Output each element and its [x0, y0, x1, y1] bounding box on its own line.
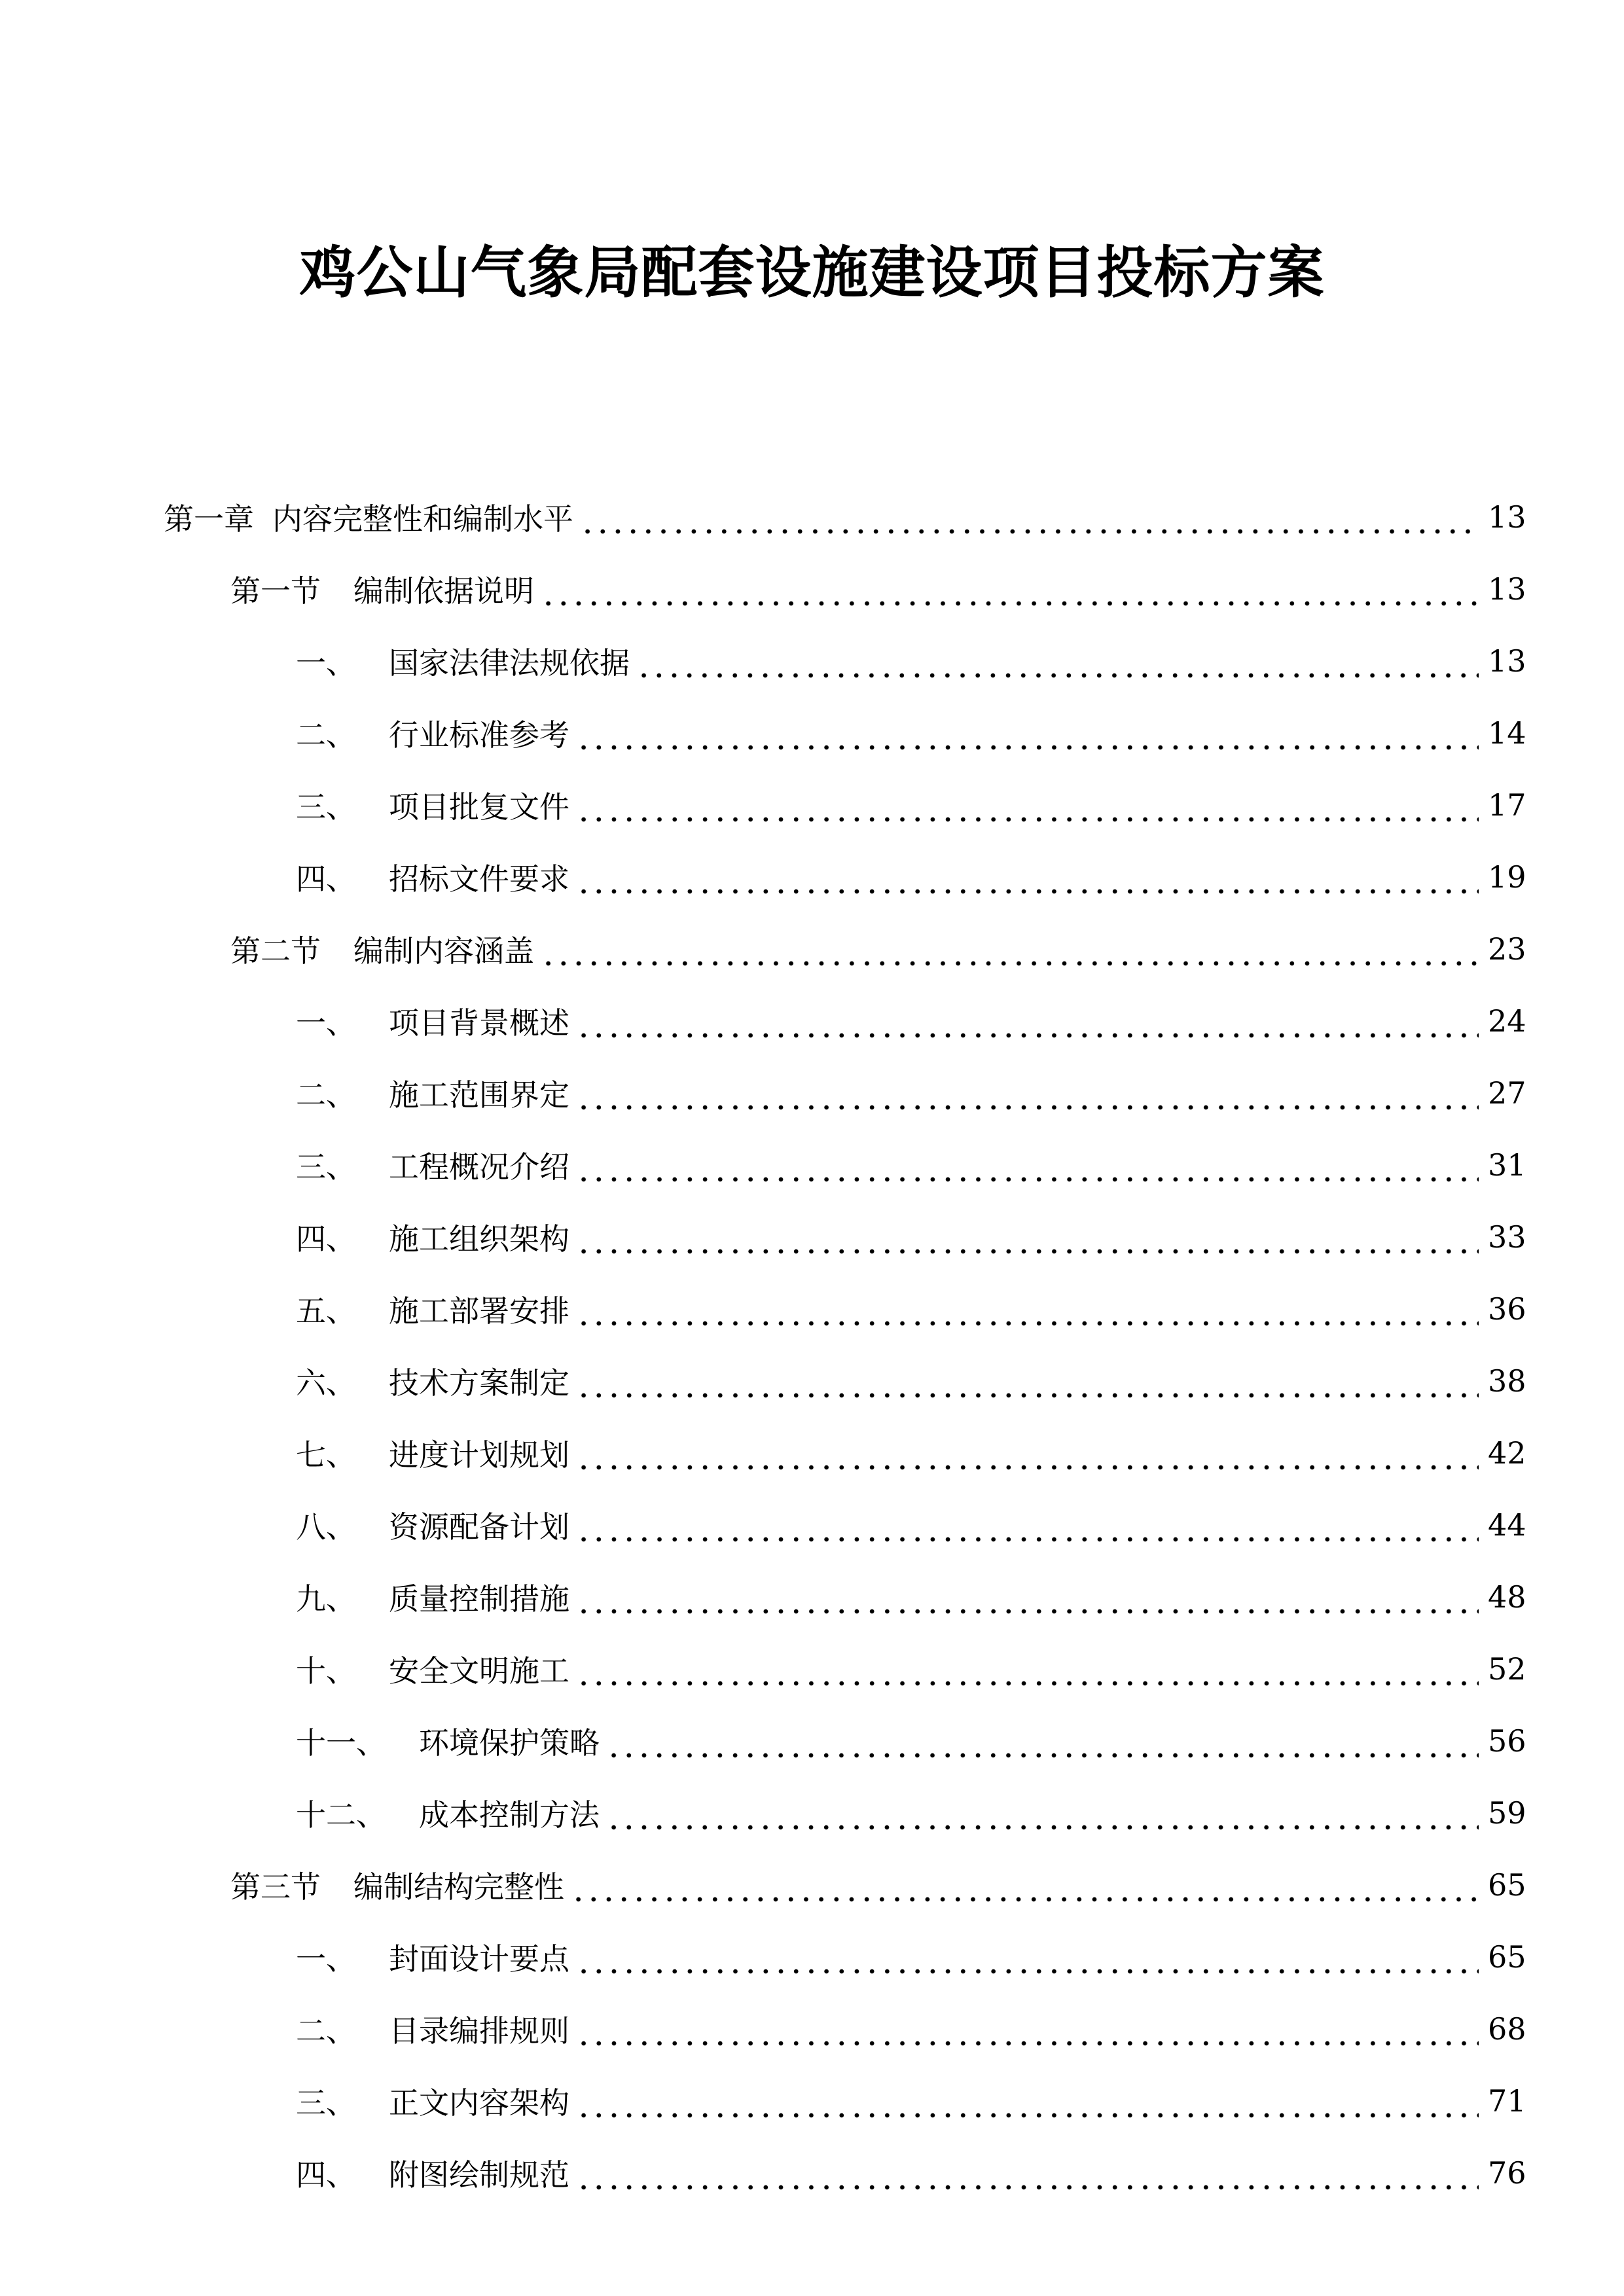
toc-entry-number: 三、: [296, 1149, 356, 1185]
toc-entry-label: [296, 1935, 569, 1979]
toc-entry-text: 施工范围界定: [389, 1077, 569, 1113]
toc-entry[interactable]: [0, 1561, 1624, 1633]
toc-dot-leader: [541, 941, 1479, 967]
toc-dot-leader: [580, 509, 1479, 535]
toc-entry-number: 七、: [296, 1437, 356, 1473]
toc-entry-text: 行业标准参考: [389, 717, 569, 753]
toc-entry-page-number: 38: [1488, 1363, 1526, 1399]
toc-entry[interactable]: [0, 1633, 1624, 1705]
toc-entry[interactable]: [0, 913, 1624, 985]
toc-entry-page-number: 19: [1488, 859, 1526, 895]
toc-entry-number: 一、: [296, 1941, 356, 1977]
toc-dot-leader: [576, 1229, 1479, 1255]
toc-dot-leader: [576, 1949, 1479, 1975]
toc-entry[interactable]: [0, 1201, 1624, 1273]
toc-entry-text: 内容完整性和编制水平: [272, 501, 573, 537]
toc-entry-number: 三、: [296, 789, 356, 825]
toc-entry-number: 四、: [296, 1221, 356, 1257]
toc-entry-page-number: 68: [1488, 2011, 1526, 2047]
toc-entry-label: [296, 711, 569, 755]
toc-entry-page-number: 17: [1488, 787, 1526, 823]
toc-entry-text: 编制依据说明: [353, 573, 534, 609]
toc-entry-page-number: 23: [1488, 931, 1526, 967]
toc-entry-text: 安全文明施工: [389, 1653, 569, 1689]
toc-entry-page-number: 13: [1488, 499, 1526, 535]
toc-dot-leader: [636, 653, 1479, 679]
toc-entry-page-number: 48: [1488, 1579, 1526, 1615]
toc-entry[interactable]: [0, 553, 1624, 625]
toc-entry[interactable]: [0, 1777, 1624, 1849]
toc-entry[interactable]: [0, 2065, 1624, 2137]
toc-dot-leader: [576, 1085, 1479, 1111]
toc-entry-label: [296, 2151, 569, 2195]
toc-entry-page-number: 56: [1488, 1723, 1526, 1759]
toc-entry-label: [296, 1071, 569, 1115]
toc-entry-text: 工程概况介绍: [389, 1149, 569, 1185]
toc-entry-number: 十、: [296, 1653, 356, 1689]
toc-entry-number: 十一、: [296, 1725, 386, 1761]
toc-entry-number: 一、: [296, 1005, 356, 1041]
toc-entry-number: 四、: [296, 2157, 356, 2193]
toc-entry-label: [296, 1287, 569, 1331]
toc-entry-label: [164, 495, 573, 539]
toc-dot-leader: [576, 725, 1479, 751]
toc-entry-text: 施工组织架构: [389, 1221, 569, 1257]
table-of-contents: [0, 481, 1624, 2209]
toc-entry-number: 十二、: [296, 1797, 386, 1833]
toc-entry-label: [296, 1359, 569, 1403]
toc-entry-label: [296, 2079, 569, 2123]
toc-entry[interactable]: [0, 1849, 1624, 1921]
toc-dot-leader: [576, 1517, 1479, 1543]
toc-entry-number: 八、: [296, 1509, 356, 1545]
toc-entry-text: 附图绘制规范: [389, 2157, 569, 2193]
toc-entry-page-number: 13: [1488, 571, 1526, 607]
toc-dot-leader: [606, 1805, 1479, 1831]
toc-entry-text: 正文内容架构: [389, 2085, 569, 2121]
toc-entry-page-number: 65: [1488, 1939, 1526, 1975]
toc-entry-text: 封面设计要点: [389, 1941, 569, 1977]
toc-entry[interactable]: [0, 1129, 1624, 1201]
toc-entry[interactable]: [0, 2137, 1624, 2209]
toc-dot-leader: [576, 1661, 1479, 1687]
toc-entry-page-number: 27: [1488, 1075, 1526, 1111]
toc-entry-label: [230, 927, 534, 971]
toc-entry-text: 质量控制措施: [389, 1581, 569, 1617]
toc-dot-leader: [576, 1373, 1479, 1399]
toc-entry-text: 编制结构完整性: [353, 1869, 564, 1905]
toc-entry-text: 资源配备计划: [389, 1509, 569, 1545]
toc-entry[interactable]: [0, 841, 1624, 913]
toc-entry-text: 施工部署安排: [389, 1293, 569, 1329]
toc-entry-page-number: 42: [1488, 1435, 1526, 1471]
toc-entry-page-number: 52: [1488, 1651, 1526, 1687]
toc-entry-number: 二、: [296, 1077, 356, 1113]
toc-entry-label: [296, 999, 569, 1043]
toc-entry[interactable]: [0, 1921, 1624, 1993]
toc-entry-text: 项目背景概述: [389, 1005, 569, 1041]
toc-entry-number: 第一节: [230, 573, 321, 609]
toc-entry-number: 第二节: [230, 933, 321, 969]
toc-entry[interactable]: [0, 985, 1624, 1057]
toc-entry-text: 进度计划规划: [389, 1437, 569, 1473]
toc-entry-label: [296, 1215, 569, 1259]
toc-dot-leader: [571, 1877, 1479, 1903]
toc-entry-number: 四、: [296, 861, 356, 897]
toc-entry-number: 九、: [296, 1581, 356, 1617]
toc-entry[interactable]: [0, 625, 1624, 697]
toc-entry-number: 六、: [296, 1365, 356, 1401]
toc-dot-leader: [576, 1589, 1479, 1615]
toc-entry[interactable]: [0, 769, 1624, 841]
toc-entry-number: 第三节: [230, 1869, 321, 1905]
toc-entry-text: 环境保护策略: [419, 1725, 600, 1761]
toc-dot-leader: [576, 1013, 1479, 1039]
toc-dot-leader: [576, 797, 1479, 823]
toc-entry-page-number: 33: [1488, 1219, 1526, 1255]
toc-entry-text: 招标文件要求: [389, 861, 569, 897]
toc-entry-label: [296, 1143, 569, 1187]
toc-entry[interactable]: [0, 697, 1624, 769]
toc-entry[interactable]: [0, 1993, 1624, 2065]
toc-entry-text: 项目批复文件: [389, 789, 569, 825]
toc-entry-text: 成本控制方法: [419, 1797, 600, 1833]
toc-entry-page-number: 71: [1488, 2083, 1526, 2119]
toc-entry-text: 技术方案制定: [389, 1365, 569, 1401]
toc-entry-page-number: 44: [1488, 1507, 1526, 1543]
toc-entry-text: 国家法律法规依据: [389, 645, 630, 681]
toc-dot-leader: [541, 581, 1479, 607]
toc-entry-page-number: 24: [1488, 1003, 1526, 1039]
toc-entry-page-number: 14: [1488, 715, 1526, 751]
toc-entry[interactable]: [0, 1489, 1624, 1561]
toc-entry[interactable]: [0, 1705, 1624, 1777]
toc-entry-label: [296, 1575, 569, 1619]
toc-entry-label: [296, 1431, 569, 1475]
toc-entry-label: [296, 2007, 569, 2051]
toc-entry-page-number: 31: [1488, 1147, 1526, 1183]
toc-entry[interactable]: [0, 1057, 1624, 1129]
toc-entry[interactable]: [0, 1345, 1624, 1417]
toc-dot-leader: [606, 1733, 1479, 1759]
toc-entry-number: 二、: [296, 717, 356, 753]
toc-entry-label: [296, 855, 569, 899]
toc-entry-page-number: 59: [1488, 1795, 1526, 1831]
toc-entry-text: 编制内容涵盖: [353, 933, 534, 969]
toc-entry-number: 二、: [296, 2013, 356, 2049]
toc-entry-number: 五、: [296, 1293, 356, 1329]
toc-dot-leader: [576, 869, 1479, 895]
toc-dot-leader: [576, 1157, 1479, 1183]
toc-entry[interactable]: [0, 1273, 1624, 1345]
toc-entry-page-number: 13: [1488, 643, 1526, 679]
toc-dot-leader: [576, 2093, 1479, 2119]
document-title: 鸡公山气象局配套设施建设项目投标方案: [299, 240, 1325, 306]
toc-dot-leader: [576, 1445, 1479, 1471]
toc-dot-leader: [576, 2165, 1479, 2191]
toc-entry-label: [296, 783, 569, 827]
toc-dot-leader: [576, 2021, 1479, 2047]
toc-entry-page-number: 65: [1488, 1867, 1526, 1903]
toc-entry-label: [296, 1719, 600, 1763]
toc-entry-label: [296, 1503, 569, 1547]
toc-entry-label: [296, 639, 630, 683]
toc-entry-label: [230, 1863, 564, 1907]
toc-entry-page-number: 36: [1488, 1291, 1526, 1327]
toc-entry-text: 目录编排规则: [389, 2013, 569, 2049]
toc-entry-number: 第一章: [164, 501, 254, 537]
toc-entry[interactable]: [0, 1417, 1624, 1489]
toc-entry-label: [296, 1647, 569, 1691]
toc-dot-leader: [576, 1301, 1479, 1327]
toc-entry-label: [296, 1791, 600, 1835]
toc-entry-number: 三、: [296, 2085, 356, 2121]
toc-entry[interactable]: [0, 481, 1624, 553]
toc-entry-page-number: 76: [1488, 2155, 1526, 2191]
toc-entry-label: [230, 567, 534, 611]
toc-entry-number: 一、: [296, 645, 356, 681]
